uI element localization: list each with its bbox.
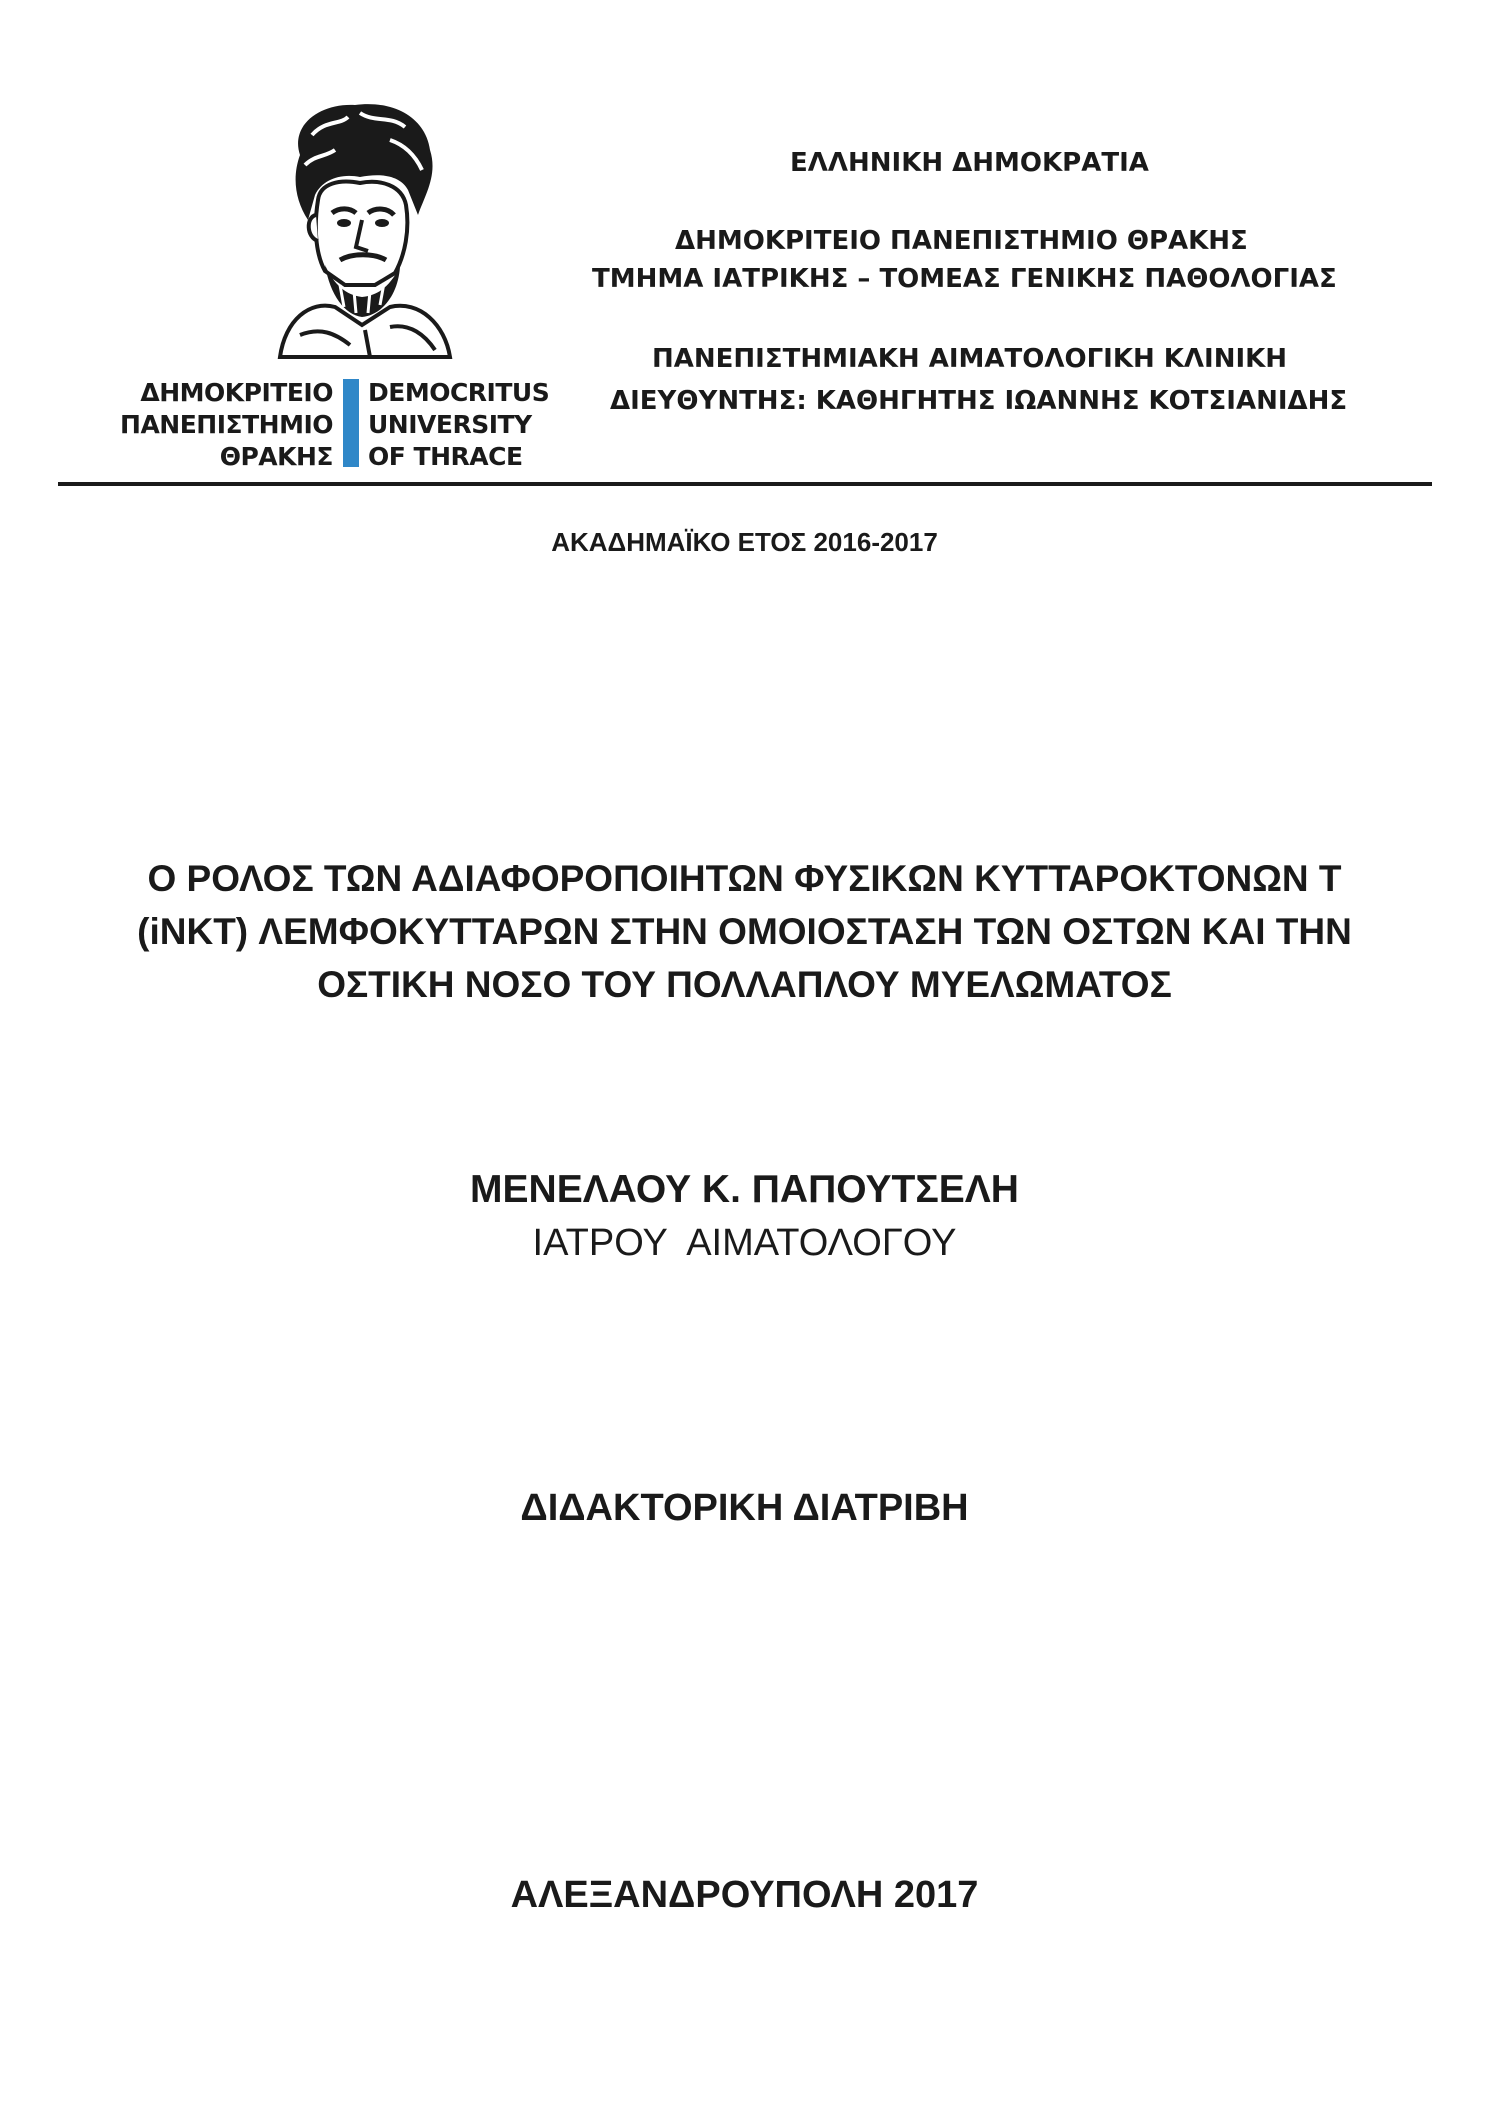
thesis-title-line: (iNKT) ΛΕΜΦΟΚΥΤΤΑΡΩΝ ΣΤΗΝ ΟΜΟΙΟΣΤΑΣΗ ΤΩΝ ΟΣΤΩΝ ΚΑΙ ΤΗΝ — [137, 911, 1352, 952]
university-name: ΔΗΜΟΚΡΙΤΕΙΟ ΠΑΝΕΠΙΣΤΗΜΙΟ ΘΡΑΚΗΣ — [675, 226, 1248, 256]
logo-english-line: UNIVERSITY — [368, 410, 532, 439]
logo-greek-line: ΠΑΝΕΠΙΣΤΗΜΙΟ — [120, 410, 333, 439]
logo-english-line: DEMOCRITUS — [368, 378, 550, 407]
academic-year: ΑΚΑΔΗΜΑΪΚΟ ΕΤΟΣ 2016-2017 — [551, 527, 938, 557]
university-logo — [120, 95, 550, 475]
department-name: ΤΜΗΜΑ ΙΑΤΡΙΚΗΣ – ΤΟΜΕΑΣ ΓΕΝΙΚΗΣ ΠΑΘΟΛΟΓΙΑΣ — [592, 264, 1337, 294]
author-name: ΜΕΝΕΛΑΟΥ Κ. ΠΑΠΟΥΤΣΕΛΗ — [470, 1168, 1019, 1211]
clinic-name: ΠΑΝΕΠΙΣΤΗΜΙΑΚΗ ΑΙΜΑΤΟΛΟΓΙΚΗ ΚΛΙΝΙΚΗ — [652, 344, 1288, 374]
logo-divider-bar — [343, 379, 359, 467]
logo-english-line: OF THRACE — [368, 442, 523, 471]
logo-english-name — [368, 377, 549, 473]
thesis-title — [60, 852, 1429, 1011]
democritus-bust-icon — [240, 95, 460, 360]
logo-greek-name — [120, 377, 333, 473]
header-divider — [58, 482, 1432, 486]
director-line: ΔΙΕΥΘΥΝΤΗΣ: ΚΑΘΗΓΗΤΗΣ ΙΩΑΝΝΗΣ ΚΟΤΣΙΑΝΙΔΗΣ — [610, 386, 1348, 416]
place-and-year: ΑΛΕΞΑΝΔΡΟΥΠΟΛΗ 2017 — [510, 1874, 979, 1916]
author-role: ΙΑΤΡΟΥ ΑΙΜΑΤΟΛΟΓΟΥ — [532, 1222, 957, 1264]
logo-wordmark — [120, 377, 550, 471]
document-type: ΔΙΔΑΚΤΟΡΙΚΗ ΔΙΑΤΡΙΒΗ — [520, 1487, 969, 1529]
thesis-title-line: Ο ΡΟΛΟΣ ΤΩΝ ΑΔΙΑΦΟΡΟΠΟΙΗΤΩΝ ΦΥΣΙΚΩΝ ΚΥΤΤΑΡΟΚΤΟΝΩΝ Τ — [147, 858, 1342, 899]
logo-greek-line: ΔΗΜΟΚΡΙΤΕΙΟ — [140, 378, 333, 407]
thesis-title-line: ΟΣΤΙΚΗ ΝΟΣΟ ΤΟΥ ΠΟΛΛΑΠΛΟΥ ΜΥΕΛΩΜΑΤΟΣ — [317, 964, 1172, 1005]
logo-greek-line: ΘΡΑΚΗΣ — [219, 442, 333, 471]
country-name: ΕΛΛΗΝΙΚΗ ΔΗΜΟΚΡΑΤΙΑ — [790, 148, 1149, 178]
